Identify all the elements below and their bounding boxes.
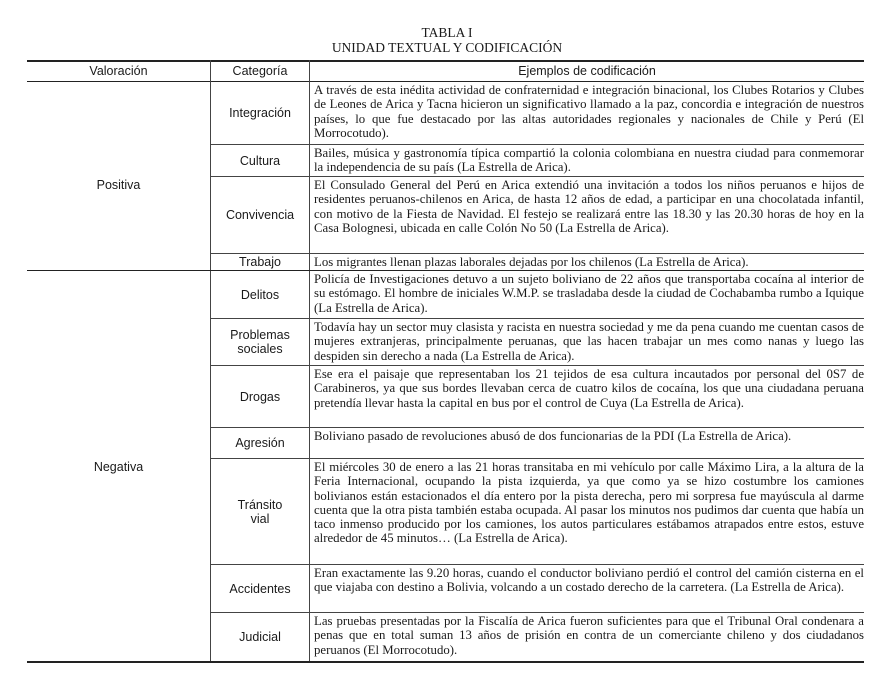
example-text: Eran exactamente las 9.20 horas, cuando el conductor boliviano perdió el control del camión cisterna en el que viajaba con destino a Bolivia, volcando a un costado derecho de la carretera. (La Estrella de Arica). (314, 566, 864, 595)
example-text: El miércoles 30 de enero a las 21 horas transitaba en mi vehículo por calle Máximo Lira, a la altura de la Feria Internacional, ocupando la pista izquierda, ya que como ya se hizo costumbre los camiones bolivianos están estacionados el día entero por la pista derecha, pero mi sorpresa fue mayúscula al darme cuenta que la otra pista también estaba ocupada. Al pasar los minutos nos pudimos dar cuenta que había un taco inmenso producido por los camiones, los autos particulares estábamos atrapados entre estos, estuve alrededor de 45 minutos… (La Estrella de Arica). (314, 460, 864, 546)
header-categoria: Categoría (232, 64, 288, 78)
category-label: Trabajo (239, 255, 281, 269)
category-label: Cultura (239, 153, 281, 168)
bottom-rule (27, 661, 864, 663)
valoracion-negativa: Negativa (93, 460, 144, 474)
category-label: Agresión (235, 436, 285, 450)
category-label: Integración (229, 106, 291, 120)
example-text: Policía de Investigaciones detuvo a un sujeto boliviano de 22 años que transportaba cocaína al interior de su estómago. El hombre de iniciales W.M.P. se trasladaba desde la ciudad de Cochabamba rumbo a Iquique (La Estrella de Arica). (314, 272, 864, 315)
example-text: Boliviano pasado de revoluciones abusó de dos funcionarias de la PDI (La Estrella de Arica). (314, 429, 792, 443)
example-text: Todavía hay un sector muy clasista y racista en nuestra sociedad y me da pena cuando me cuentan casos de mujeres extranjeras, principalmente peruanas, que las hacen trabajar un mes como nanas y luego las despiden sin derecho a nada (La Estrella de Arica). (314, 320, 864, 363)
category-label: Problemas sociales (230, 328, 290, 356)
header-rule (27, 81, 864, 82)
example-text: El Consulado General del Perú en Arica extendió una invitación a todos los niños peruanos e hijos de residentes peruanos-chilenos en Arica, de hasta 12 años de edad, a participar en una chocolatada infantil, con motivo de la Fiesta de Navidad. El festejo se realizará entre las 18.30 y las 20.30 horas de hoy en la Casa Bolognesi, ubicada en calle Colón No 50 (La Estrella de Arica). (314, 178, 864, 235)
group-separator (27, 270, 864, 271)
example-text: Las pruebas presentadas por la Fiscalía de Arica fueron suficientes para que el Tribunal Oral condenara a penas que en total suman 13 años de prisión en contra de un comerciante chileno y dos ciudadanos peruanos (El Morrocotudo). (314, 614, 864, 657)
category-label: Convivencia (225, 208, 295, 222)
category-label: Drogas (239, 389, 281, 404)
category-label: Delitos (240, 287, 280, 302)
category-label: Judicial (239, 630, 281, 644)
example-text: Bailes, música y gastronomía típica compartió la colonia colombiana en nuestra ciudad para conmemorar la independencia de su país (La Estrella de Arica). (314, 146, 864, 175)
category-label: Accidentes (229, 581, 291, 596)
example-text: Los migrantes llenan plazas laborales dejadas por los chilenos (La Estrella de Arica). (314, 255, 749, 269)
header-ejemplos: Ejemplos de codificación (518, 64, 656, 78)
category-label: Tránsito vial (237, 497, 283, 526)
table-number: TABLA I (421, 25, 473, 40)
table-title: UNIDAD TEXTUAL Y CODIFICACIÓN (331, 40, 563, 55)
example-text: A través de esta inédita actividad de confraternidad e integración binacional, los Clubes Rotarios y Clubes de Leones de Arica y Tacna hicieron un significativo llamado a la paz, concordia e integración de nuestros países, lo que fue destacado por las altas autoridades regionales y nacionales de Chile y Perú (El Morrocotudo). (314, 83, 864, 140)
valoracion-positiva: Positiva (96, 178, 141, 192)
column-separator (309, 60, 310, 663)
header-valoracion: Valoración (89, 64, 148, 78)
example-text: Ese era el paisaje que representaban los 21 tejidos de esa cultura incautados por personal del 0S7 de Carabineros, ya que sus bordes llevaban cerca de cuatro kilos de cocaína, los que una ciudadana peruana pretendía llevar hasta la capital en bus por el control de Cuya (La Estrella de Arica). (314, 367, 864, 410)
